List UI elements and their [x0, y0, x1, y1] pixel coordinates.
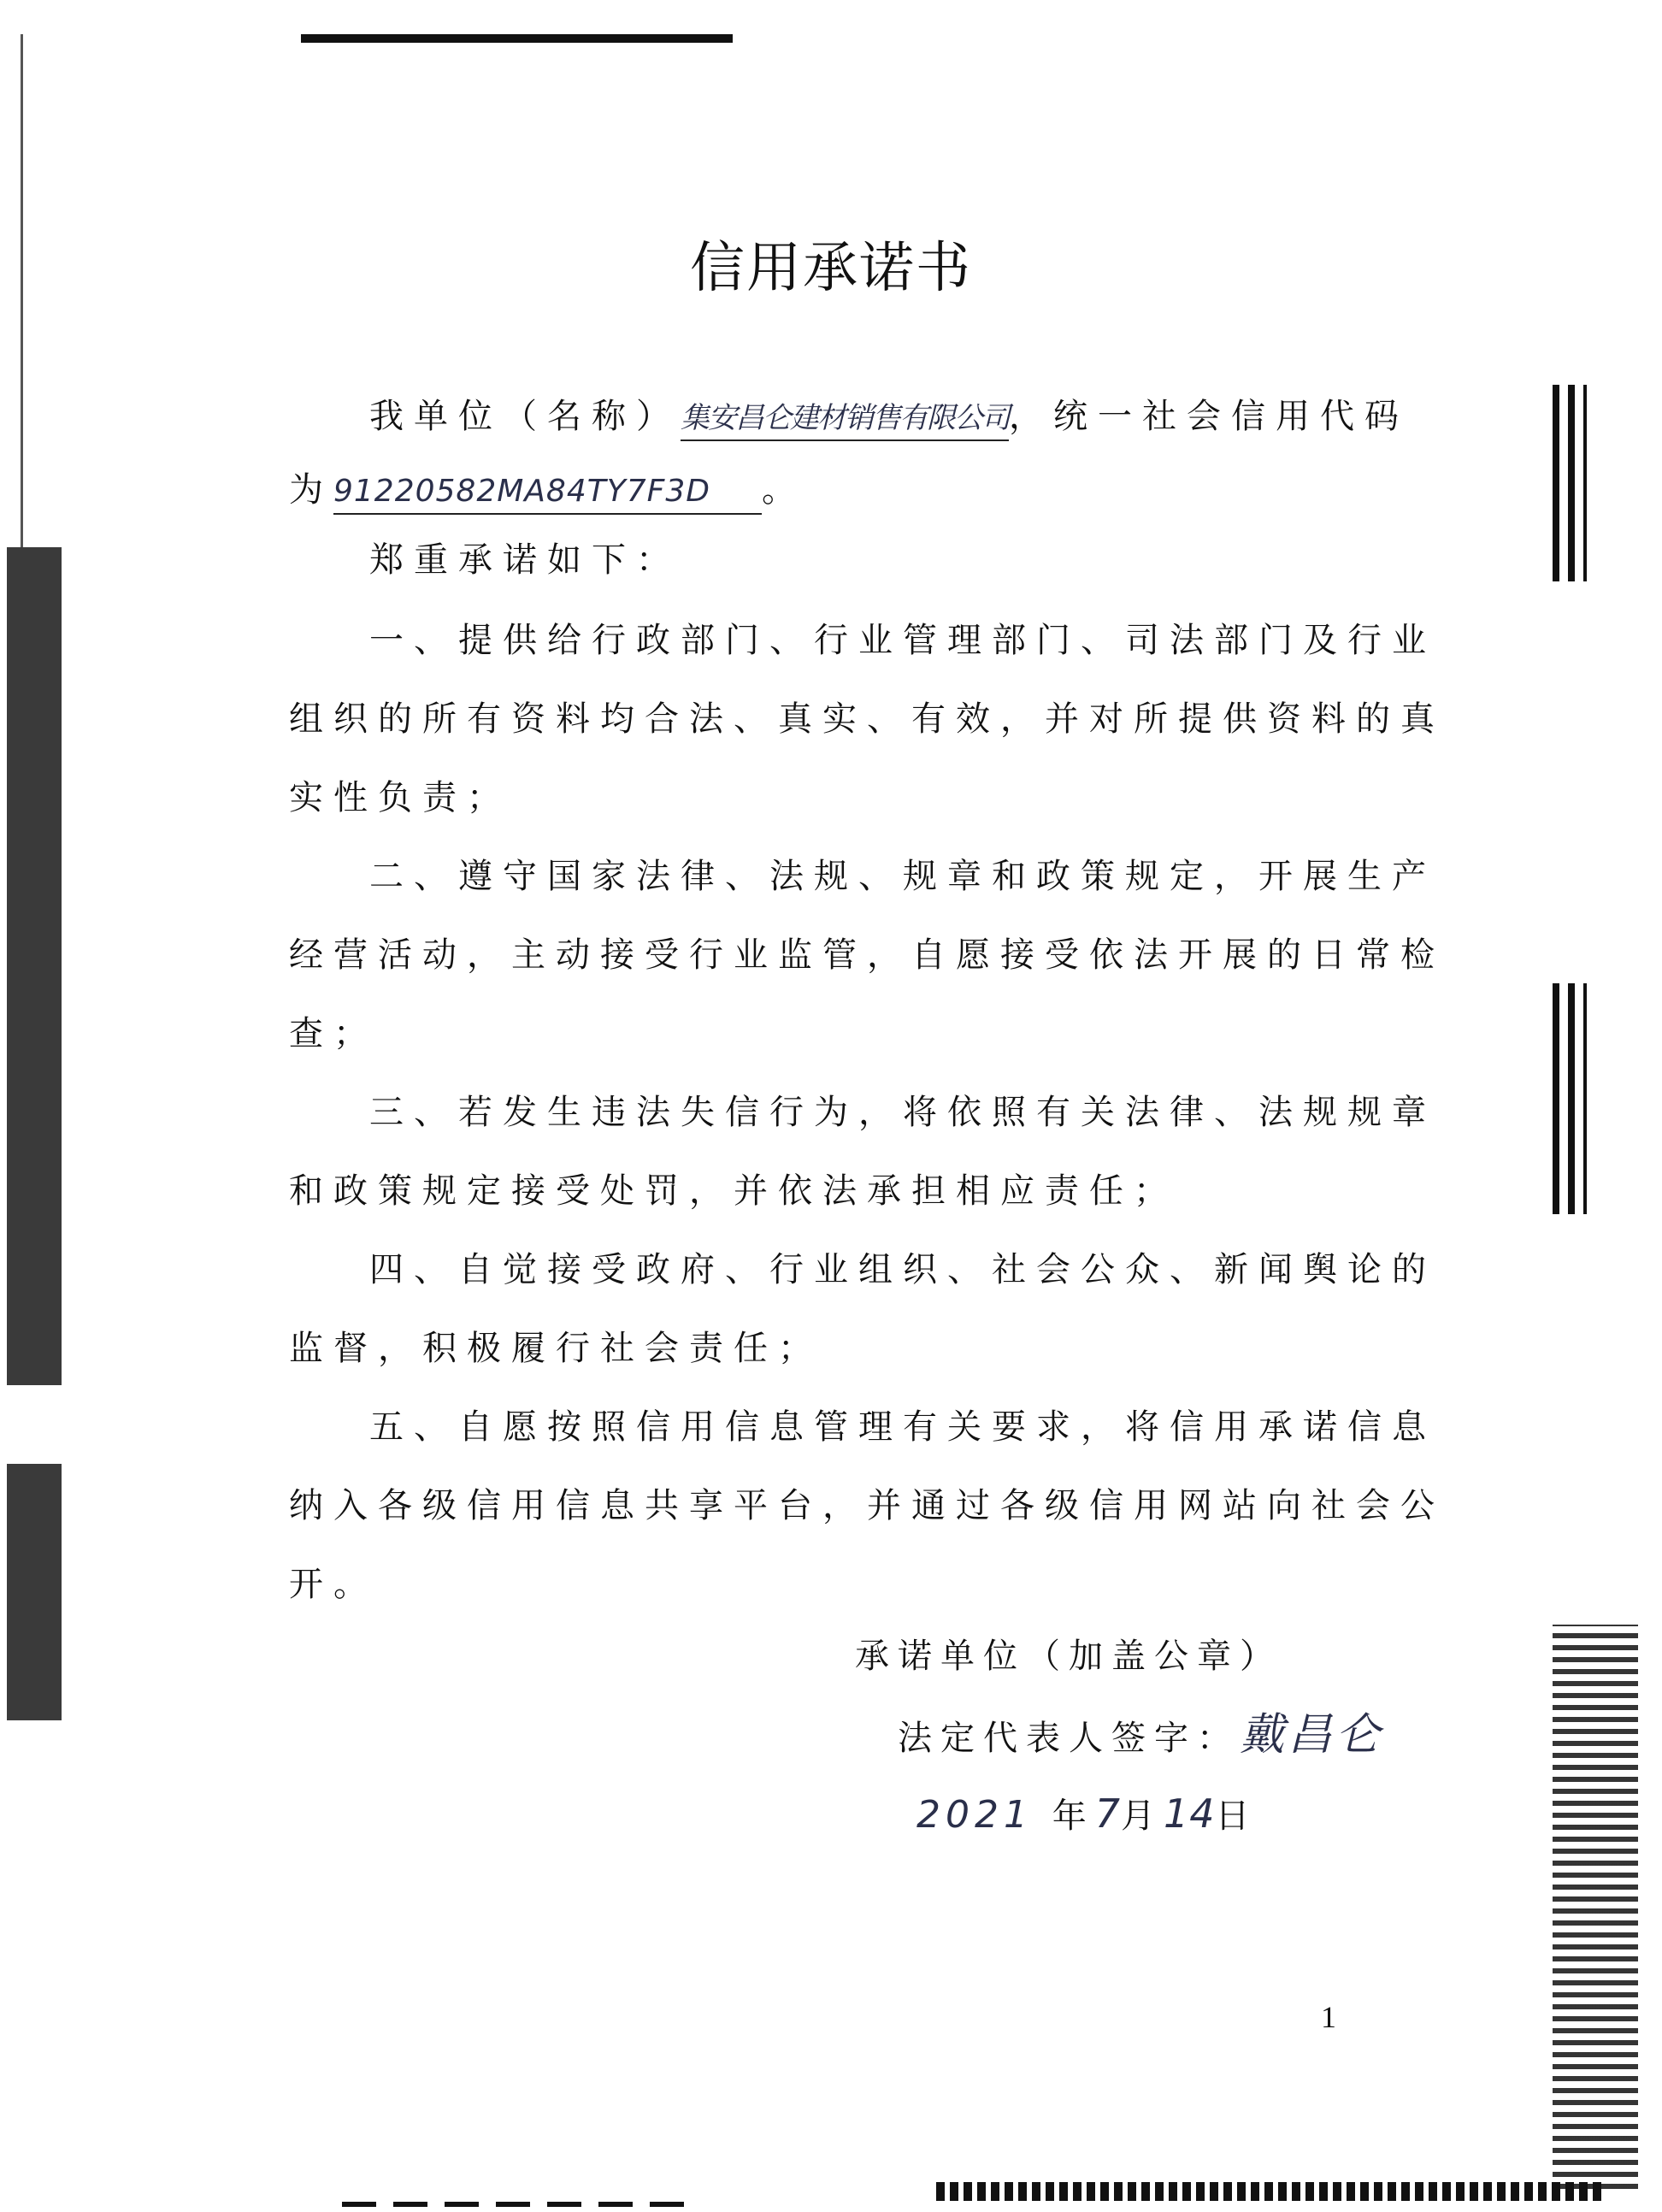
intro-line-2 — [289, 469, 1332, 515]
code-suffix: 。 — [761, 470, 806, 510]
legal-rep-label: 法定代表人签字： — [898, 1719, 1240, 1758]
item-5-line-1: 五、自愿按照信用信息管理有关要求，将信用承诺信息 — [369, 1407, 1436, 1447]
item-2-line-1: 二、遵守国家法律、法规、规章和政策规定，开展生产 — [369, 857, 1436, 896]
scan-edge-left-bottom-band — [7, 1464, 62, 1720]
date-year-label: 年 — [1052, 1796, 1095, 1836]
item-1-line-3: 实性负责； — [289, 778, 511, 817]
intro-after-name: ，统一社会信用代码 — [1009, 397, 1409, 436]
date-month-label: 月 — [1120, 1796, 1164, 1836]
signing-date — [916, 1792, 1258, 1837]
item-4-line-1: 四、自觉接受政府、行业组织、社会公众、新闻舆论的 — [369, 1250, 1436, 1289]
intro-prefix: 我单位（名称） — [369, 397, 681, 436]
document-title: 信用承诺书 — [690, 237, 972, 300]
date-day: 14 — [1163, 1790, 1216, 1837]
scan-edge-right-marks-2 — [1553, 983, 1587, 1214]
date-year: 2021 — [916, 1793, 1033, 1837]
item-2-line-2: 经营活动，主动接受行业监管，自愿接受依法开展的日常检 — [289, 935, 1445, 975]
item-3-line-1: 三、若发生违法失信行为，将依照有关法律、法规规章 — [369, 1093, 1436, 1132]
item-2-line-3: 查； — [289, 1014, 378, 1053]
item-1-line-1: 一、提供给行政部门、行业管理部门、司法部门及行业 — [369, 621, 1436, 660]
intro-line-1 — [369, 395, 1412, 441]
legal-rep-signature: 戴昌仑 — [1240, 1709, 1384, 1761]
item-3-line-2: 和政策规定接受处罚，并依法承担相应责任； — [289, 1171, 1178, 1211]
scan-edge-bottom-line — [936, 2182, 1603, 2201]
date-day-label: 日 — [1215, 1796, 1258, 1836]
scan-edge-right-marks-3 — [1553, 1625, 1638, 2189]
page-number: 1 — [1321, 2000, 1336, 2034]
item-1-line-2: 组织的所有资料均合法、真实、有效，并对所提供资料的真 — [289, 699, 1445, 739]
item-4-line-2: 监督，积极履行社会责任； — [289, 1329, 822, 1368]
legal-rep-row — [898, 1709, 1384, 1761]
scan-edge-right-marks-1 — [1553, 385, 1587, 581]
item-5-line-2: 纳入各级信用信息共享平台，并通过各级信用网站向社会公 — [289, 1486, 1445, 1525]
scan-edge-top-bar — [301, 34, 733, 43]
scan-edge-left-top-band — [7, 547, 62, 1385]
credit-code-handwritten: 91220582MA84TY7F3D — [333, 470, 762, 515]
code-prefix: 为 — [289, 470, 333, 510]
scan-edge-bottom-dashes — [342, 2202, 684, 2207]
item-5-line-3: 开。 — [289, 1565, 378, 1604]
company-name-handwritten: 集安昌仑建材销售有限公司 — [681, 397, 1009, 441]
promising-unit-label: 承诺单位（加盖公章） — [855, 1637, 1282, 1676]
date-month: 7 — [1094, 1790, 1121, 1837]
promise-heading: 郑重承诺如下： — [369, 540, 681, 580]
